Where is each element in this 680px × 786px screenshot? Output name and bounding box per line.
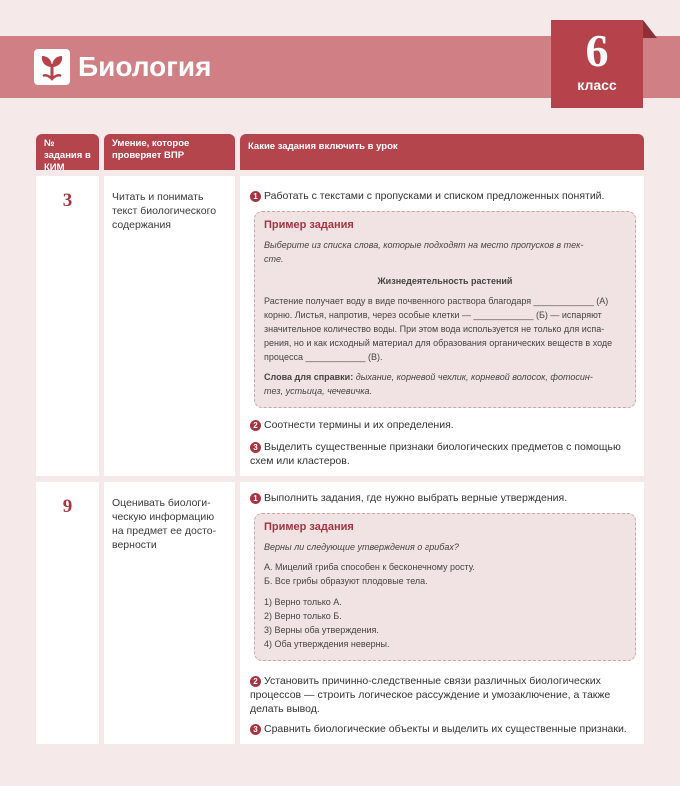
task-item (250, 491, 567, 505)
body-line: корню. Листья, напротив, через особые клетки — ____________ (Б) — испаряют (264, 310, 602, 320)
example-body (264, 294, 626, 364)
example-subtitle: Жизнедеятельность растений (377, 276, 513, 286)
task-item (250, 418, 454, 432)
grade-number: 6 (585, 25, 609, 76)
task-item (250, 674, 610, 716)
example-words (264, 370, 626, 398)
statement-line: А. Мицелий гриба способен к бесконечному росту. (264, 562, 475, 572)
example-title: Пример задания (264, 521, 354, 533)
skill-line: верности (112, 539, 157, 551)
task-item (250, 440, 621, 468)
statement-line: Б. Все грибы образуют плодовые тела. (264, 576, 428, 586)
task-text: Работать с текстами с пропусками и списком предложенных понятий. (264, 190, 605, 202)
body-line: рения, но и как исходный материал для образования органических веществ в ходе (264, 338, 613, 348)
words-line: дыхание, корневой чехлик, корневой волосок, фотосин- (353, 372, 593, 382)
option-line: 1) Верно только А. (264, 597, 342, 607)
task-item (250, 189, 604, 203)
body-line: значительное количество воды. При этом вода используется не только для испа- (264, 324, 605, 334)
example-box (254, 513, 636, 661)
skill-line: на предмет ее досто- (112, 525, 217, 537)
grade-badge (551, 20, 643, 108)
example-statements (264, 560, 626, 588)
task-text: процессов — строить логическое рассуждение и умозаключение, а также (250, 689, 611, 701)
example-box (254, 211, 636, 408)
skill-line: текст биологического (112, 205, 217, 217)
body-line: процесса ____________ (В). (264, 352, 383, 362)
task-number-9: 9 (36, 482, 99, 744)
skill-line: Оценивать биологи- (112, 497, 211, 509)
body-line: Растение получает воду в виде почвенного раствора благодаря ____________ (А) (264, 296, 609, 306)
bullet-number: 1 (250, 493, 261, 504)
bullet-number: 2 (250, 420, 261, 431)
skill-line: ческую информацию (112, 511, 215, 523)
task-text: Установить причинно-следственные связи различных биологических (264, 675, 601, 687)
example-options (264, 595, 626, 651)
skill-cell-9 (104, 482, 235, 744)
skill-line: содержания (112, 219, 171, 231)
column-header-number: № задания в КИМ (36, 134, 99, 170)
task-text: схем или кластеров. (250, 455, 350, 467)
instruction-line: сте. (264, 254, 284, 264)
skill-cell-3 (104, 176, 235, 476)
skill-line: Читать и понимать (112, 191, 204, 203)
option-line: 2) Верно только Б. (264, 611, 342, 621)
words-line: тез, устьица, чечевичка. (264, 386, 373, 396)
example-title: Пример задания (264, 219, 354, 231)
task-text: делать вывод. (250, 703, 320, 715)
column-header-tasks: Какие задания включить в урок (240, 134, 644, 170)
example-instruction (264, 238, 626, 266)
biology-logo-icon (34, 49, 70, 85)
example-question: Верны ли следующие утверждения о грибах? (264, 542, 459, 552)
grade-label: класс (577, 77, 617, 93)
instruction-line: Выберите из списка слова, которые подходят на место пропусков в тек- (264, 240, 584, 250)
bullet-number: 1 (250, 191, 261, 202)
option-line: 4) Оба утверждения неверны. (264, 639, 390, 649)
task-text: Выполнить задания, где нужно выбрать верные утверждения. (264, 492, 568, 504)
bullet-number: 2 (250, 676, 261, 687)
task-number-3: 3 (36, 176, 99, 476)
task-text: Сравнить биологические объекты и выделить их существенные признаки. (264, 723, 627, 735)
task-text: Соотнести термины и их определения. (264, 419, 454, 431)
bullet-number: 3 (250, 442, 261, 453)
page-title: Биология (78, 51, 212, 82)
bullet-number: 3 (250, 724, 261, 735)
option-line: 3) Верны оба утверждения. (264, 625, 379, 635)
task-item (250, 722, 627, 736)
words-label: Слова для справки: (264, 372, 354, 382)
column-header-skill: Умение, которое проверяет ВПР (104, 134, 235, 170)
task-text: Выделить существенные признаки биологических предметов с помощью (264, 441, 621, 453)
